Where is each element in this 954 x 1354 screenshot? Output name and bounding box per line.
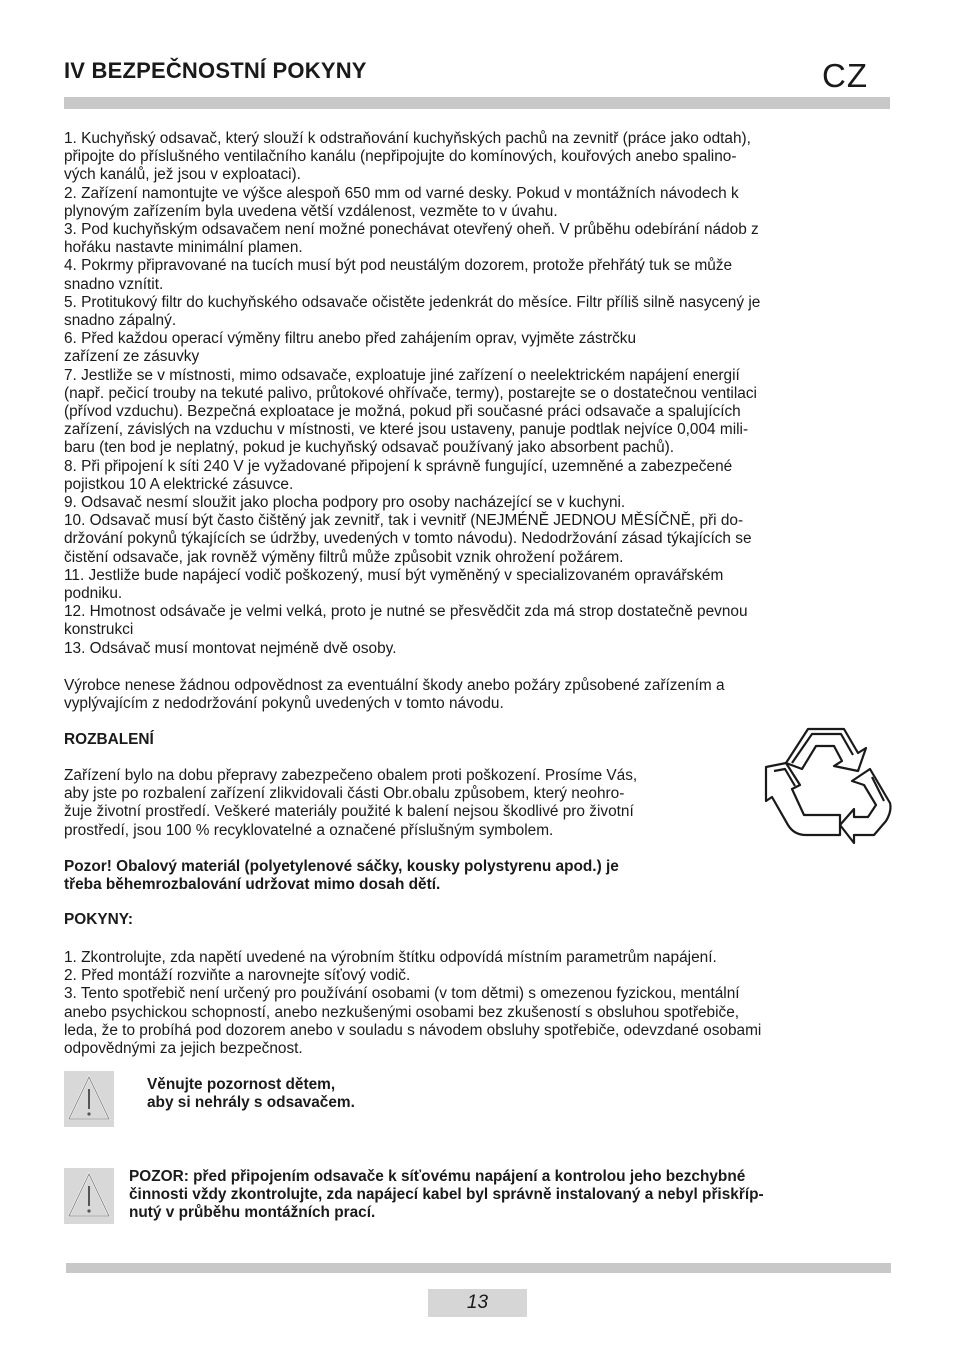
header-divider <box>64 97 890 109</box>
language-code: CZ <box>822 57 868 94</box>
pokyny-list: 1. Zkontrolujte, zda napětí uvedené na výrobním štítku odpovídá místním parametrům napájení. 2. Před montáží rozviňte a narovnejte síťový vodič. 3. Tento spotřebič není určený pro používání osobami (v tom dětmi) s omezenou fyzickou, mentální anebo psychickou schopností, anebo nezkušenými osobami bez zkušeností s obsluhou spotřebiče, leda, že to probíhá pod dozorem anebo v souladu s návodem obsluhy spotřebiče, odevzdané osobami odpovědnými za jejich bezpečnost. <box>64 949 762 1058</box>
unpacking-heading: ROZBALENÍ <box>64 731 154 748</box>
power-cable-warning-text: POZOR: před připojením odsavače k síťovému napájení a kontrolou jeho bezchybné činnosti vždy zkontrolujte, zda napájecí kabel byl správně instalovaný a nebyl přiskříp- nutý v průběhu montážních prací. <box>129 1168 764 1222</box>
recycle-icon <box>764 719 892 853</box>
unpacking-paragraph: Zařízení bylo na dobu přepravy zabezpečeno obalem proti poškození. Prosíme Vás, aby jste po rozbalení zařízení zlikvidovali části Obr.obalu způsobem, který neohro- žuje životní prostředí. Veškeré materiály použité k balení nejsou škodlivé pro životní prostředí, jsou 100 % recyklovatelné a označené příslušným symbolem. <box>64 767 638 839</box>
page-number: 13 <box>428 1289 527 1317</box>
footer-divider <box>66 1263 891 1273</box>
children-warning-text: Věnujte pozornost dětem, aby si nehrály s odsavačem. <box>147 1076 355 1112</box>
safety-instructions-list: 1. Kuchyňský odsavač, který slouží k odstraňování kuchyňských pachů na zevnitř (práce jako odtah), připojte do příslušného ventilačního kanálu (nepřipojujte do komínových, kouřových anebo spalino- vých kanálů, jež jsou v exploataci). 2. Zařízení namontujte ve výšce alespoň 650 mm od varné desky. Pokud v montážních návodech k plynovým zařízením byla uvedena větší vzdálenost, vezměte to v úvahu. 3. Pod kuchyňským odsavačem není možné ponechávat otevřený oheň. V průběhu odebírání nádob z hořáku nastavte minimální plamen. 4. Pokrmy připravované na tucích musí být pod neustálým dozorem, protože přehřátý tuk se může snadno vznítit. 5. Protitukový filtr do kuchyňského odsavače očistěte jedenkrát do měsíce. Filtr příliš silně nasycený je snadno zápalný. 6. Před každou operací výměny filtru anebo před zahájením oprav, vyjměte zástrčku zařízení ze zásuvky 7. Jestliže se v místnosti, mimo odsavače, exploatuje jiné zařízení o neelektrickém napájení energií (např. pečicí trouby na tekuté palivo, průtokové ohřívače, termy), postarejte se o dostatečnou ventilaci (přívod vzduchu). Bezpečná exploatace je možná, pokud při současné práci odsavače a spalujících zařízení, závislých na vzduchu v místnosti, ve které jsou ustaveny, panuje podtlak nejvíce 0,004 mili- baru (ten bod je neplatný, pokud je kuchyňský odsavač používaný jako absorbent pachů). 8. Při připojení k síti 240 V je vyžadované připojení k správně fungující, uzemněné a zabezpečené pojistkou 10 A elektrické zásuvce. 9. Odsavač nesmí sloužit jako plocha podpory pro osoby nacházející se v kuchyni. 10. Odsavač musí být často čištěný jak zevnitř, tak i vevnitř (NEJMÉNĚ JEDNOU MĚSÍČNĚ, při do- držování pokynů týkajících se údržby, uvedených v tomto návodu). Nedodržování zásad týkajících se čistění odsavače, jak rovněž výměny filtrů může způsobit vznik ohrožení požárem. 11. Jestliže bude napájecí vodič poškozený, musí být vyměněný v specializovaném opravářském podniku. 12. Hmotnost odsávače je velmi velká, proto je nutné se přesvědčit zda má strop dostatečně pevnou konstrukci 13. Odsávač musí montovat nejméně dvě osoby. <box>64 130 761 657</box>
disclaimer-paragraph: Výrobce nenese žádnou odpovědnost za eventuální škody anebo požáry způsobené zařízením a vyplývajícím z nedodržování pokynů uvedených v tomto návodu. <box>64 677 725 713</box>
warning-triangle-icon <box>64 1168 114 1224</box>
page-title: IV BEZPEČNOSTNÍ POKYNY <box>64 58 367 83</box>
pokyny-heading: POKYNY: <box>64 911 133 928</box>
warning-triangle-icon <box>64 1071 114 1127</box>
packaging-warning: Pozor! Obalový materiál (polyetylenové sáčky, kousky polystyrenu apod.) je třeba běhemrozbalování udržovat mimo dosah dětí. <box>64 858 619 894</box>
